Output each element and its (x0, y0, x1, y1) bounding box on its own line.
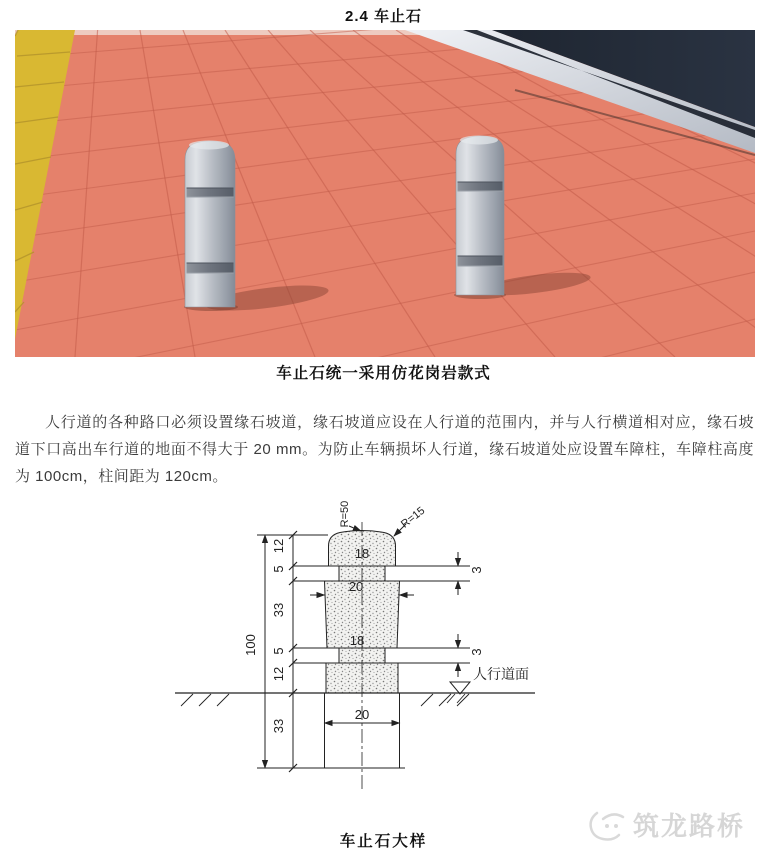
photo-svg (15, 30, 755, 357)
bollard-right (454, 136, 506, 300)
watermark (583, 798, 763, 850)
dim-dia-top: 18 (354, 546, 370, 561)
dim-seg-buried: 33 (271, 718, 286, 734)
dragon-logo-icon (583, 799, 633, 849)
dim-dia-low: 18 (349, 633, 365, 648)
label-sidewalk-surface: 人行道面 (473, 666, 529, 682)
body-paragraph: 人行道的各种路口必须设置缘石坡道，缘石坡道应设在人行道的范围内，并与人行横道相对应，缘石坡道下口高出车行道的地面不得大于 20 mm。为防止车辆损坏人行道，缘石坡道处应设置车障柱，车障柱高度为 100cm，柱间距为 120cm。 (15, 414, 754, 485)
drawing-caption: 车止石大样 (339, 833, 428, 850)
photo-bollards-render (15, 30, 755, 357)
dim-seg-groove1: 5 (271, 565, 286, 573)
bollard-left (184, 141, 238, 312)
dim-seg-groove2: 5 (271, 647, 286, 655)
drawing-svg (165, 498, 565, 808)
dim-base-width: 20 (354, 707, 370, 722)
dim-dia-mid: 20 (348, 579, 364, 594)
photo-caption: 车止石统一采用仿花岗岩款式 (276, 365, 491, 382)
watermark-text: 筑龙路桥 (633, 810, 746, 841)
label-radius-top: R=50 (339, 500, 351, 528)
page-title: 2.4 车止石 (344, 8, 423, 25)
bollard-detail-drawing (165, 498, 565, 808)
dim-seg-low: 12 (271, 666, 286, 682)
label-radius-edge: R=15 (398, 504, 428, 531)
dim-groove-depth2: 3 (469, 648, 484, 656)
dim-overall: 100 (243, 634, 258, 656)
dim-groove-depth1: 3 (469, 566, 484, 574)
dim-seg-mid: 33 (271, 602, 286, 618)
dim-seg-top: 12 (271, 538, 286, 554)
